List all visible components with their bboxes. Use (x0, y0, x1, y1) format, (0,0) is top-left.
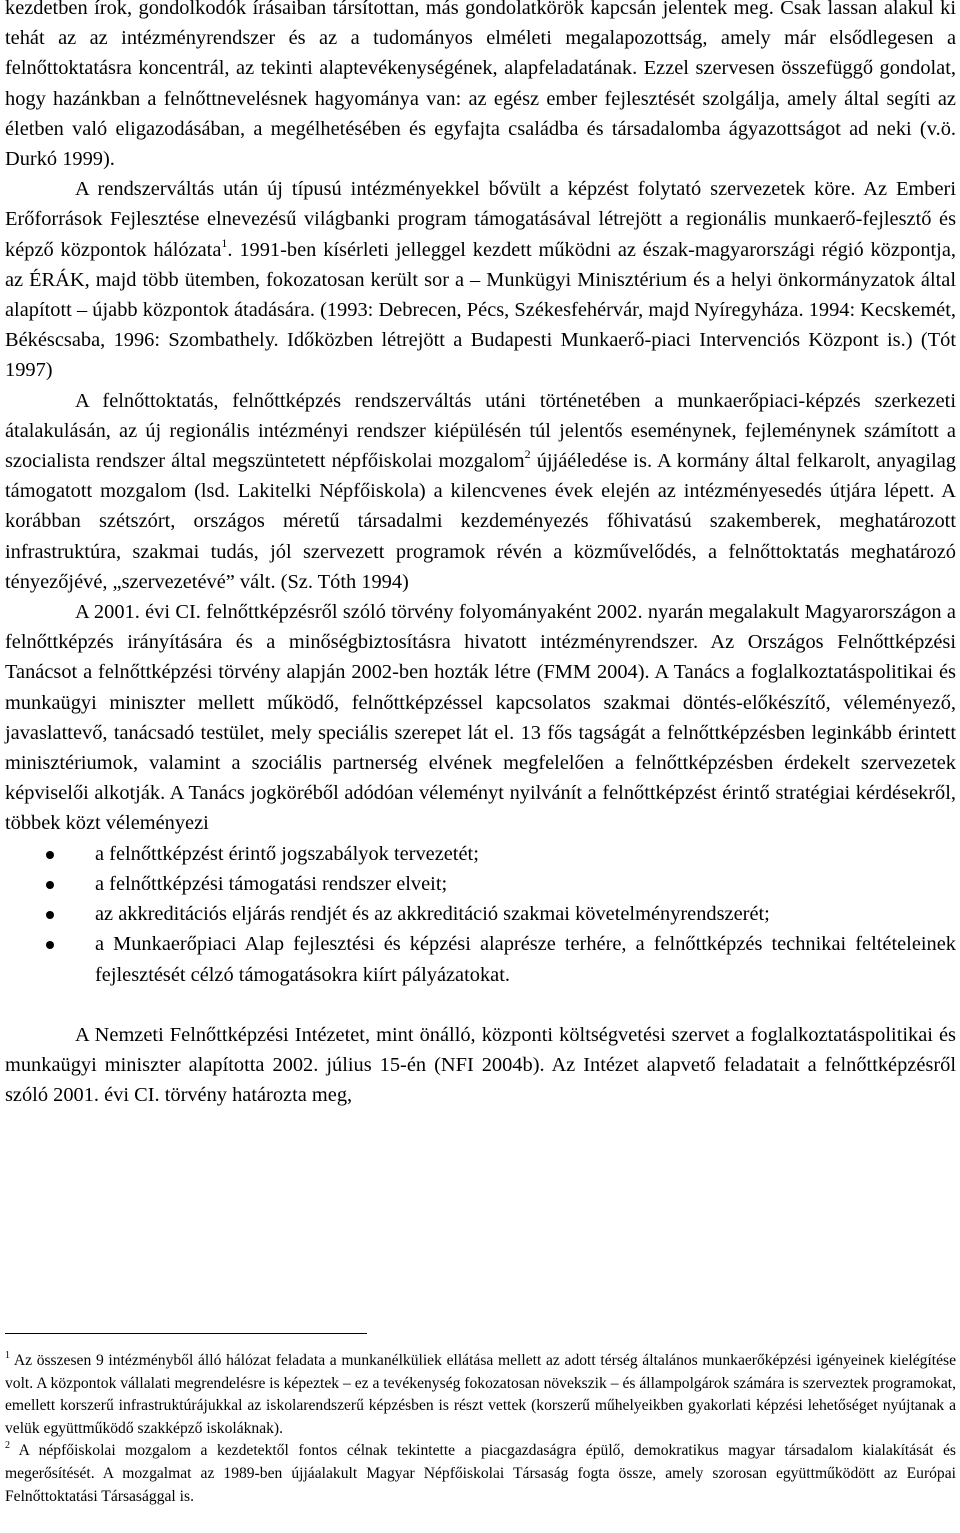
paragraph-1-text: kezdetben írok, gondolkodók írásaiban társítottan, más gondolatkörök kapcsán jelentek meg. Csak lassan alakul ki tehát az az intézményrendszer és az a tudományos elméleti megalapozottság, amely már elsődlegesen a felnőttoktatásra koncentrál, az tekinti alaptevékenységének, alapfeladatának. Ezzel szervesen összefüggő gondolat, hogy hazánkban a felnőttnevelésnek hagyománya van: az egész ember fejlesztését szolgálja, amely által segíti az életben való eligazodásában, a megélhetésében és egyfajta családba és társadalomba ágyazottságot ad neki (v.ö. Durkó 1999). (5, 0, 956, 171)
paragraph-2 (5, 174, 956, 385)
footnote-2 (5, 1440, 956, 1508)
paragraph-1 (5, 0, 956, 174)
bullet-item-text: a felnőttképzési támogatási rendszer elveit; (95, 872, 448, 895)
footnote-text: Az összesen 9 intézményből álló hálózat feladata a munkanélküliek ellátása mellett az adott térség általános munkaerőképzési igényeinek kielégítése volt. A központok vállalati megrendelésre is képeztek – ez a tevékenység fokozatosan növekszik – és állampolgárok számára is szerveztek programokat, emellett korszerű infrastruktúrájukkal az iskolarendszerű képzésben is részt vettek (korszerű műhelyeikben gyakorlati képzési lehetőséget nyújtanak a velük együttműködő szakképző iskoláknak). (5, 1352, 956, 1437)
paragraph-4-text: A 2001. évi CI. felnőttképzésről szóló törvény folyományaként 2002. nyarán megalakult Magyarországon a felnőttképzés irányítására és a minőségbiztosításra hivatott intézményrendszer. Az Országos Felnőttképzési Tanácsot a felnőttképzési törvény alapján 2002-ben hozták létre (FMM 2004). A Tanács a foglalkoztatáspolitikai és munkaügyi miniszter mellett működő, felnőttképzéssel kapcsolatos szakmai döntés-előkészítő, véleményező, javaslattevő, tanácsadó testület, mely speciális szerepet lát el. 13 fős tagságát a felnőttképzésben leginkább érintett minisztériumok, valamint a szociális partnerség elvének megfelelően a felnőttképzésben érdekelt szervezetek képviselői alkotják. A Tanács jogköréből adódóan véleményt nyilvánít a felnőttképzést érintő stratégiai kérdésekről, többek közt véleményezi (5, 601, 956, 835)
bullet-item-text: a Munkaerőpiaci Alap fejlesztési és képzési alaprésze terhére, a felnőttképzés technikai feltételeinek fejlesztését célzó támogatásokra kiírt pályázatokat. (95, 933, 956, 986)
paragraph-2-text-part-2: . 1991-ben kísérleti jelleggel kezdett működni az észak-magyarországi régió központja, az ÉRÁK, majd több ütemben, fokozatosan került sor a – Munkügyi Minisztérium és a helyi önkormányzatok által alapított – újabb központok átadására. (1993: Debrecen, Pécs, Székesfehérvár, majd Nyíregyháza. 1994: Kecskemét, Békéscsaba, 1996: Szombathely. Időközben létrejött a Budapesti Munkaerő-piaci Intervenciós Központ is.) (Tót 1997) (5, 238, 956, 382)
footnote-1 (5, 1350, 956, 1440)
bullet-item-text: a felnőttképzést érintő jogszabályok tervezetét; (95, 842, 479, 865)
bullet-dot-icon (46, 851, 54, 859)
bullet-item (5, 839, 956, 869)
bullet-item-text: az akkreditációs eljárás rendjét és az akkreditáció szakmai követelményrendszerét; (95, 903, 770, 926)
paragraph-2-text-part-1: A rendszerváltás után új típusú intézményekkel bővült a képzést folytató szervezetek köre. Az Emberi Erőforrások Fejlesztése elnevezésű világbanki program támogatásával létrejött a regionális munkaerő-fejlesztő és képző központok hálózata (5, 178, 956, 261)
bullet-item (5, 929, 956, 989)
footnotes (5, 1350, 956, 1508)
paragraph-3 (5, 386, 956, 597)
paragraph-3-text-part-2: újjáéledése is. A kormány által felkarolt, anyagilag támogatott mozgalom (lsd. Lakitelki Népfőiskola) a kilencvenes évek elején az intézményesedés útjára lépett. A korábban szétszórt, országos méretű társadalmi kezdeményezés főhivatású szakemberek, meghatározott infrastruktúra, szakmai tudás, jól szervezett programok révén a közművelődés, a felnőttoktatás meghatározó tényezőjévé, „szervezetévé” vált. (Sz. Tóth 1994) (5, 450, 957, 593)
bullet-dot-icon (46, 911, 54, 919)
footnote-ref-2: 2 (524, 447, 531, 462)
bullet-item (5, 899, 956, 929)
bullet-dot-icon (46, 881, 54, 889)
paragraph-3-text-part-1: A felnőttoktatás, felnőttképzés rendszerváltás utáni történetében a munkaerőpiaci-képzés szerkezeti átalakulásán, az új regionális intézményi rendszer kiépülésén túl jelentős eseménynek, fejleménynek számított a szocialista rendszer által megszüntetett népfőiskolai mozgalom (5, 389, 956, 473)
footnote-number: 2 (5, 1440, 10, 1452)
bullet-item (5, 869, 956, 899)
paragraph-5 (5, 1020, 956, 1111)
footnote-text: A népfőiskolai mozgalom a kezdetektől fontos célnak tekintette a piacgazdaságra épülő, demokratikus magyar társadalom kialakítását és megerősítését. A mozgalmat az 1989-ben újjáalakult Magyar Népfőiskolai Társaság fogta össze, amely szorosan együttműködött az Európai Felnőttoktatási Társasággal is. (5, 1442, 956, 1505)
footnote-separator (5, 1333, 367, 1334)
bullet-dot-icon (46, 941, 54, 949)
bullet-list (5, 839, 956, 990)
paragraph-4 (5, 597, 956, 839)
footnote-number: 1 (5, 1350, 10, 1361)
footnote-ref-1: 1 (221, 235, 228, 250)
document-body (5, 0, 956, 1110)
paragraph-5-text: A Nemzeti Felnőttképzési Intézetet, mint önálló, központi költségvetési szervet a foglalkoztatáspolitikai és munkaügyi miniszter alapította 2002. július 15-én (NFI 2004b). Az Intézet alapvető feladatait a felnőttképzésről szóló 2001. évi CI. törvény határozta meg, (5, 1023, 956, 1107)
